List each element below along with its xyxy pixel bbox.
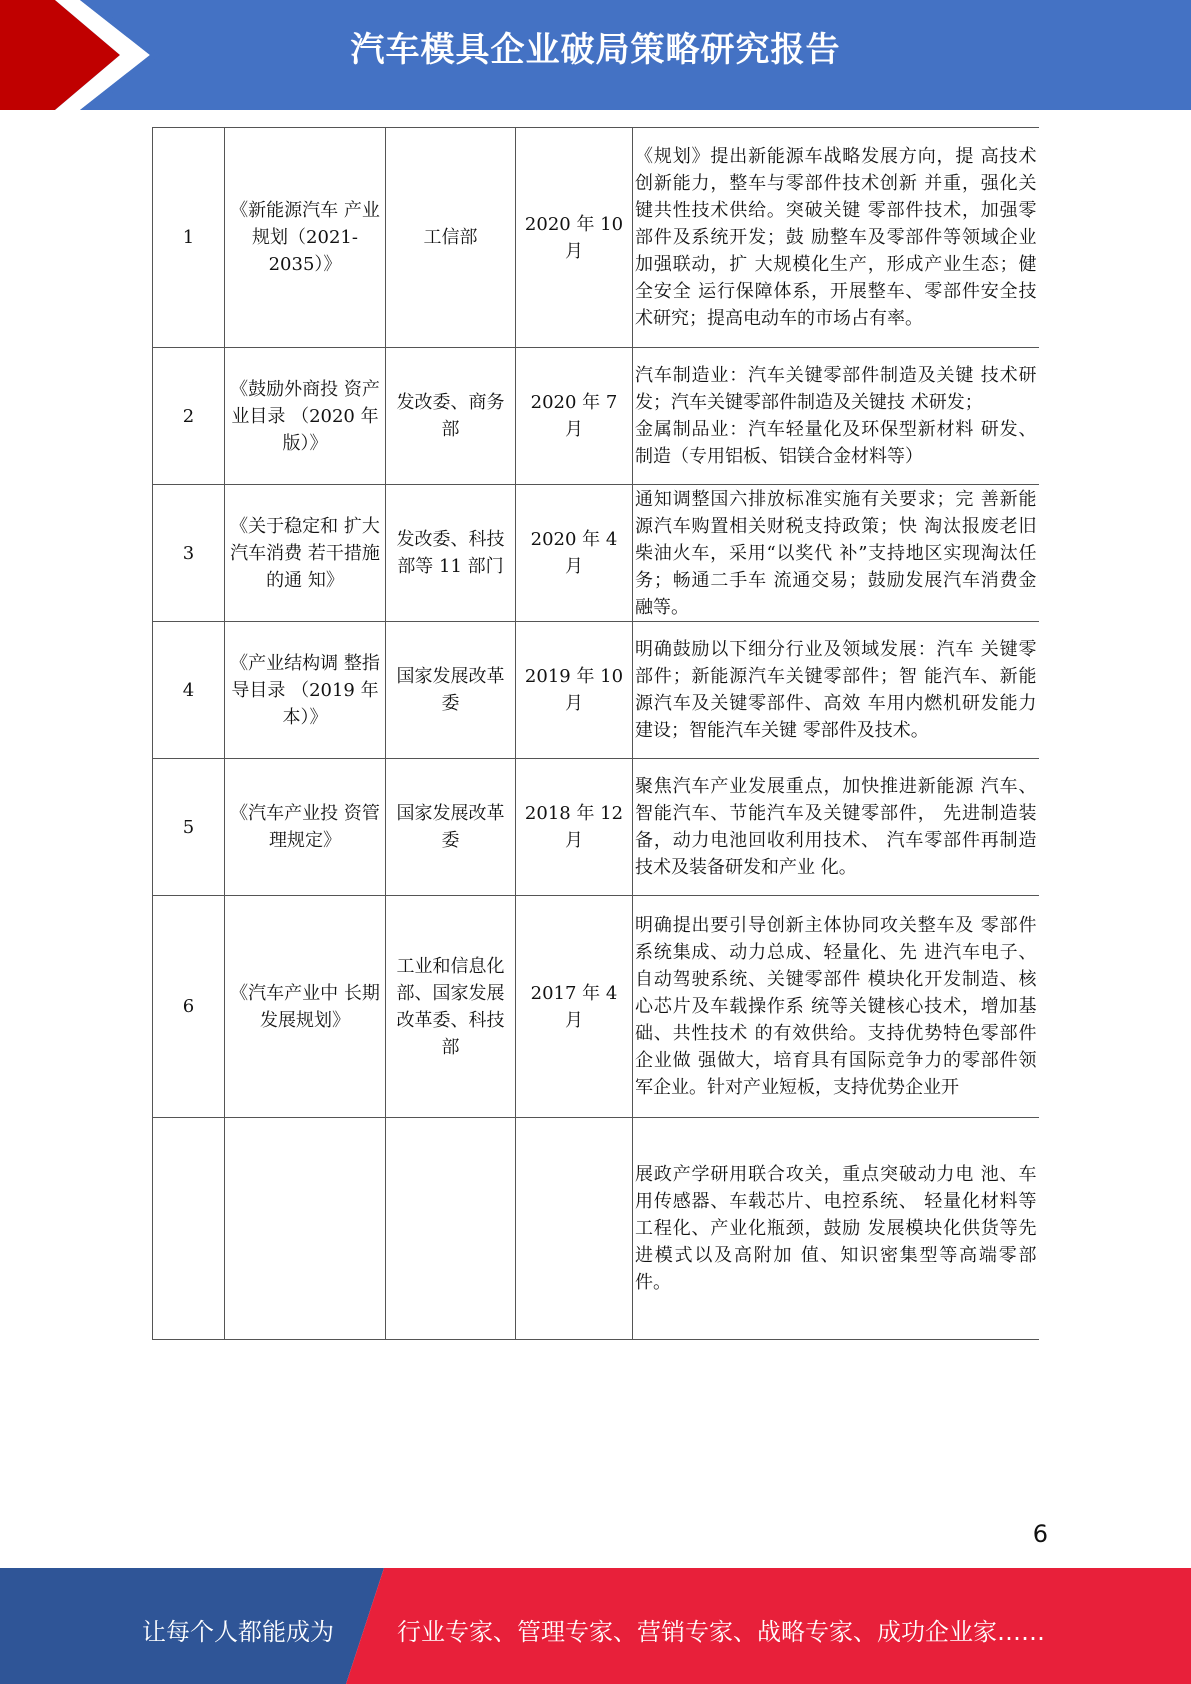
policy-content: 《规划》提出新能源车战略发展方向，提 高技术创新能力，整车与零部件技术创新 并重，强化关键共性技术供给。突破关键 零部件技术，加强零部件及系统开发；鼓 励整车及零部件等领域企业加强联动，扩 大规模化生产，形成产业生态；健全安全 运行保障体系，开展整车、零部件安全技 术研究；提高电动车的市场占有率。 [633,128,1039,348]
issue-date [516,1118,633,1340]
policy-content: 展政产学研用联合攻关，重点突破动力电 池、车用传感器、车载芯片、电控系统、 轻量化材料等工程化、产业化瓶颈，鼓励 发展模块化供货等先进模式以及高附加 值、知识密集型等高端零部件。 [633,1118,1039,1340]
policy-content: 聚焦汽车产业发展重点，加快推进新能源 汽车、智能汽车、节能汽车及关键零部件， 先进制造装备，动力电池回收利用技术、 汽车零部件再制造技术及装备研发和产业 化。 [633,759,1039,896]
row-number: 1 [153,128,225,348]
table-row [153,896,1039,1118]
page-number: 6 [1032,1520,1048,1548]
table-row [153,485,1039,622]
issuing-department: 工业和信息化部、国家发展改革委、科技部 [386,896,516,1118]
footer-slogan-right: 行业专家、管理专家、营销专家、战略专家、成功企业家…… [397,1618,1045,1646]
content-paragraph: 汽车制造业：汽车关键零部件制造及关键 技术研发；汽车关键零部件制造及关键技 术研发； [635,365,1037,413]
issuing-department [386,1118,516,1340]
footer-banner [0,1568,1191,1684]
issuing-department: 工信部 [386,128,516,348]
issue-date: 2017 年 4 月 [516,896,633,1118]
issuing-department: 发改委、商务部 [386,348,516,485]
header-banner [0,0,1191,110]
issue-date: 2018 年 12 月 [516,759,633,896]
report-title: 汽车模具企业破局策略研究报告 [350,30,841,70]
row-number: 2 [153,348,225,485]
policy-table [152,127,1039,1340]
table-row [153,1118,1039,1340]
policy-title: 《鼓励外商投 资产业目录 （2020 年版）》 [225,348,386,485]
row-number [153,1118,225,1340]
table-row [153,128,1039,348]
policy-content [633,348,1039,485]
table-row [153,622,1039,759]
policy-content: 明确鼓励以下细分行业及领域发展：汽车 关键零部件；新能源汽车关键零部件；智 能汽车、新能源汽车及关键零部件、高效 车用内燃机研发能力建设；智能汽车关键 零部件及技术。 [633,622,1039,759]
policy-content: 明确提出要引导创新主体协同攻关整车及 零部件系统集成、动力总成、轻量化、先 进汽车电子、自动驾驶系统、关键零部件 模块化开发制造、核心芯片及车载操作系 统等关键核心技术，增加基础、共性技术 的有效供给。支持优势特色零部件企业做 强做大，培育具有国际竞争力的零部件领 军企业。针对产业短板，支持优势企业开 [633,896,1039,1118]
row-number: 5 [153,759,225,896]
policy-title: 《汽车产业中 长期发展规划》 [225,896,386,1118]
row-number: 6 [153,896,225,1118]
footer-slogan-left: 让每个人都能成为 [142,1618,334,1646]
content-paragraph: 金属制品业：汽车轻量化及环保型新材料 研发、制造（专用铝板、铝镁合金材料等） [635,419,1037,467]
table-row [153,759,1039,896]
policy-title: 《汽车产业投 资管理规定》 [225,759,386,896]
issue-date: 2020 年 7 月 [516,348,633,485]
table-row [153,348,1039,485]
issuing-department: 国家发展改革委 [386,622,516,759]
row-number: 3 [153,485,225,622]
issue-date: 2020 年 10 月 [516,128,633,348]
issuing-department: 国家发展改革委 [386,759,516,896]
policy-title [225,1118,386,1340]
policy-title: 《产业结构调 整指导目录 （2019 年本）》 [225,622,386,759]
issue-date: 2019 年 10 月 [516,622,633,759]
policy-title: 《新能源汽车 产业规划（2021-2035）》 [225,128,386,348]
issue-date: 2020 年 4 月 [516,485,633,622]
policy-title: 《关于稳定和 扩大汽车消费 若干措施的通 知》 [225,485,386,622]
row-number: 4 [153,622,225,759]
issuing-department: 发改委、科技部等 11 部门 [386,485,516,622]
policy-content: 通知调整国六排放标准实施有关要求；完 善新能源汽车购置相关财税支持政策；快 淘汰报废老旧柴油火车，采用“以奖代 补”支持地区实现淘汰任务；畅通二手车 流通交易；鼓励发展汽车消费金融等。 [633,485,1039,622]
